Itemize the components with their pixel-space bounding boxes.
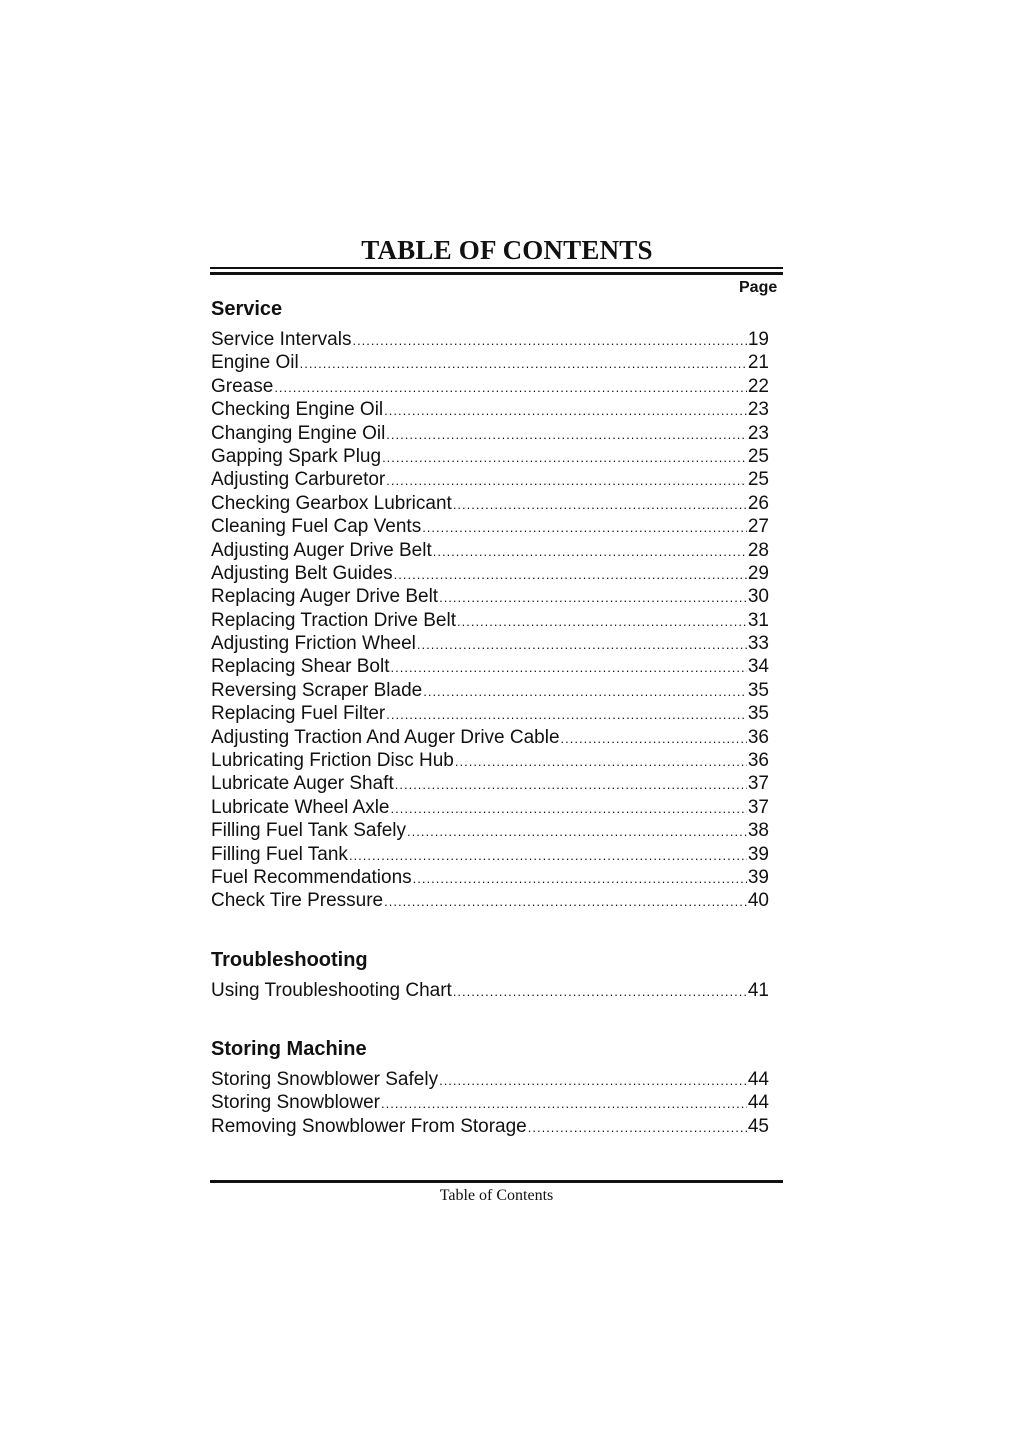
dot-leader [384, 890, 747, 913]
toc-entry-label: Adjusting Belt Guides [211, 562, 393, 584]
toc-entry[interactable] [211, 445, 769, 468]
toc-entry[interactable] [211, 1115, 769, 1138]
toc-entry-label: Gapping Spark Plug [211, 445, 382, 467]
dot-leader [394, 563, 747, 586]
toc-entry-label: Removing Snowblower From Storage [211, 1115, 527, 1137]
toc-entry-page: 40 [747, 890, 769, 912]
dot-leader [395, 773, 747, 796]
toc-entry[interactable] [211, 328, 769, 351]
toc-entry-page: 35 [747, 679, 769, 701]
toc-entry-label: Grease [211, 375, 274, 397]
toc-entry[interactable] [211, 679, 769, 702]
page-title: TABLE OF CONTENTS [361, 235, 653, 265]
toc-entry-page: 23 [747, 422, 769, 444]
dot-leader [274, 376, 747, 399]
dot-leader [381, 1092, 747, 1115]
toc-entry[interactable] [211, 375, 769, 398]
toc-entry-label: Engine Oil [211, 352, 299, 374]
dot-leader [528, 1116, 747, 1139]
toc-entry-page: 39 [747, 843, 769, 865]
page-footer: Table of Contents [439, 1187, 554, 1204]
toc-entry-page: 38 [747, 820, 769, 842]
toc-entry-page: 31 [747, 609, 769, 631]
toc-list-troubleshooting [211, 979, 769, 1002]
toc-entry[interactable] [211, 422, 769, 445]
toc-entry-label: Storing Snowblower Safely [211, 1069, 439, 1090]
page-column-header: Page [739, 279, 778, 296]
toc-entry-page: 37 [747, 773, 769, 795]
toc-entry[interactable] [211, 609, 769, 632]
toc-entry[interactable] [211, 702, 769, 725]
title-rule-bottom [210, 272, 783, 275]
toc-entry-label: Storing Snowblower [211, 1092, 380, 1114]
toc-entry-label: Fuel Recommendations [211, 866, 412, 888]
toc-entry[interactable] [211, 843, 769, 866]
toc-entry-page: 35 [747, 703, 769, 725]
dot-leader [433, 540, 747, 563]
toc-entry[interactable] [211, 398, 769, 421]
dot-leader [391, 797, 747, 820]
toc-entry-label: Using Troubleshooting Chart [211, 980, 452, 1001]
toc-entry-label: Filling Fuel Tank Safely [211, 820, 407, 842]
toc-entry-label: Cleaning Fuel Cap Vents [211, 516, 422, 538]
toc-entry[interactable] [211, 1091, 769, 1114]
dot-leader [386, 703, 747, 726]
toc-entry-page: 23 [747, 399, 769, 421]
section-heading-service: Service [211, 298, 283, 320]
toc-entry-page: 34 [747, 656, 769, 678]
toc-entry[interactable] [211, 819, 769, 842]
toc-entry-label: Checking Gearbox Lubricant [211, 492, 452, 514]
toc-entry[interactable] [211, 979, 769, 1002]
toc-entry[interactable] [211, 772, 769, 795]
toc-entry-label: Adjusting Carburetor [211, 469, 386, 491]
dot-leader [386, 469, 747, 492]
toc-entry-label: Changing Engine Oil [211, 422, 386, 444]
toc-list-storing-machine [211, 1068, 769, 1138]
toc-entry-page: 39 [747, 866, 769, 888]
dot-leader [407, 820, 747, 843]
toc-entry[interactable] [211, 351, 769, 374]
toc-entry-label: Adjusting Traction And Auger Drive Cable [211, 726, 560, 748]
dot-leader [422, 516, 747, 539]
toc-entry[interactable] [211, 1068, 769, 1091]
toc-entry[interactable] [211, 539, 769, 562]
section-heading-troubleshooting: Troubleshooting [211, 949, 368, 971]
toc-entry[interactable] [211, 749, 769, 772]
toc-entry[interactable] [211, 585, 769, 608]
toc-entry[interactable] [211, 632, 769, 655]
dot-leader [300, 352, 747, 375]
toc-entry-page: 27 [747, 516, 769, 538]
dot-leader [391, 656, 747, 679]
toc-entry-page: 44 [747, 1069, 769, 1090]
toc-entry-label: Replacing Fuel Filter [211, 703, 386, 725]
toc-entry-label: Adjusting Friction Wheel [211, 633, 416, 655]
toc-entry[interactable] [211, 726, 769, 749]
toc-entry-page: 25 [747, 469, 769, 491]
dot-leader [417, 633, 747, 656]
dot-leader [457, 610, 747, 633]
dot-leader [423, 680, 747, 703]
toc-entry-page: 33 [747, 633, 769, 655]
toc-entry-label: Lubricate Auger Shaft [211, 773, 394, 795]
toc-entry-label: Adjusting Auger Drive Belt [211, 539, 432, 561]
toc-entry[interactable] [211, 796, 769, 819]
toc-entry-page: 28 [747, 539, 769, 561]
title-rule-top [210, 267, 783, 269]
toc-entry-label: Replacing Traction Drive Belt [211, 609, 456, 631]
dot-leader [439, 1069, 747, 1092]
toc-entry-page: 36 [747, 750, 769, 772]
toc-entry-label: Replacing Auger Drive Belt [211, 586, 439, 608]
toc-entry[interactable] [211, 655, 769, 678]
toc-entry-label: Filling Fuel Tank [211, 843, 348, 865]
dot-leader [384, 399, 747, 422]
dot-leader [352, 329, 746, 352]
dot-leader [349, 844, 747, 867]
footer-rule [210, 1180, 783, 1183]
dot-leader [455, 750, 747, 773]
toc-entry-page: 37 [747, 796, 769, 818]
dot-leader [386, 423, 747, 446]
toc-entry-page: 45 [747, 1115, 769, 1137]
toc-entry-page: 30 [747, 586, 769, 608]
toc-entry-page: 19 [747, 329, 769, 350]
toc-entry[interactable] [211, 515, 769, 538]
toc-entry-page: 25 [747, 445, 769, 467]
dot-leader [382, 446, 747, 469]
toc-entry-label: Lubricating Friction Disc Hub [211, 750, 454, 772]
toc-entry[interactable] [211, 492, 769, 515]
toc-list-service [211, 328, 769, 913]
toc-entry-page: 26 [747, 492, 769, 514]
toc-entry-label: Replacing Shear Bolt [211, 656, 390, 678]
toc-entry[interactable] [211, 562, 769, 585]
section-heading-storing-machine: Storing Machine [211, 1038, 367, 1060]
toc-entry-label: Reversing Scraper Blade [211, 679, 423, 701]
toc-entry[interactable] [211, 866, 769, 889]
toc-entry-page: 22 [747, 375, 769, 397]
toc-entry-label: Service Intervals [211, 329, 352, 350]
toc-entry-label: Check Tire Pressure [211, 890, 384, 912]
dot-leader [453, 980, 747, 1003]
dot-leader [561, 727, 747, 750]
toc-entry-page: 29 [747, 562, 769, 584]
dot-leader [413, 867, 747, 890]
toc-entry-page: 21 [747, 352, 769, 374]
toc-entry-page: 44 [747, 1092, 769, 1114]
dot-leader [453, 493, 747, 516]
toc-entry-page: 36 [747, 726, 769, 748]
toc-entry-page: 41 [747, 980, 769, 1001]
dot-leader [439, 586, 747, 609]
toc-entry[interactable] [211, 889, 769, 912]
toc-entry-label: Lubricate Wheel Axle [211, 796, 390, 818]
toc-entry-label: Checking Engine Oil [211, 399, 384, 421]
toc-entry[interactable] [211, 468, 769, 491]
